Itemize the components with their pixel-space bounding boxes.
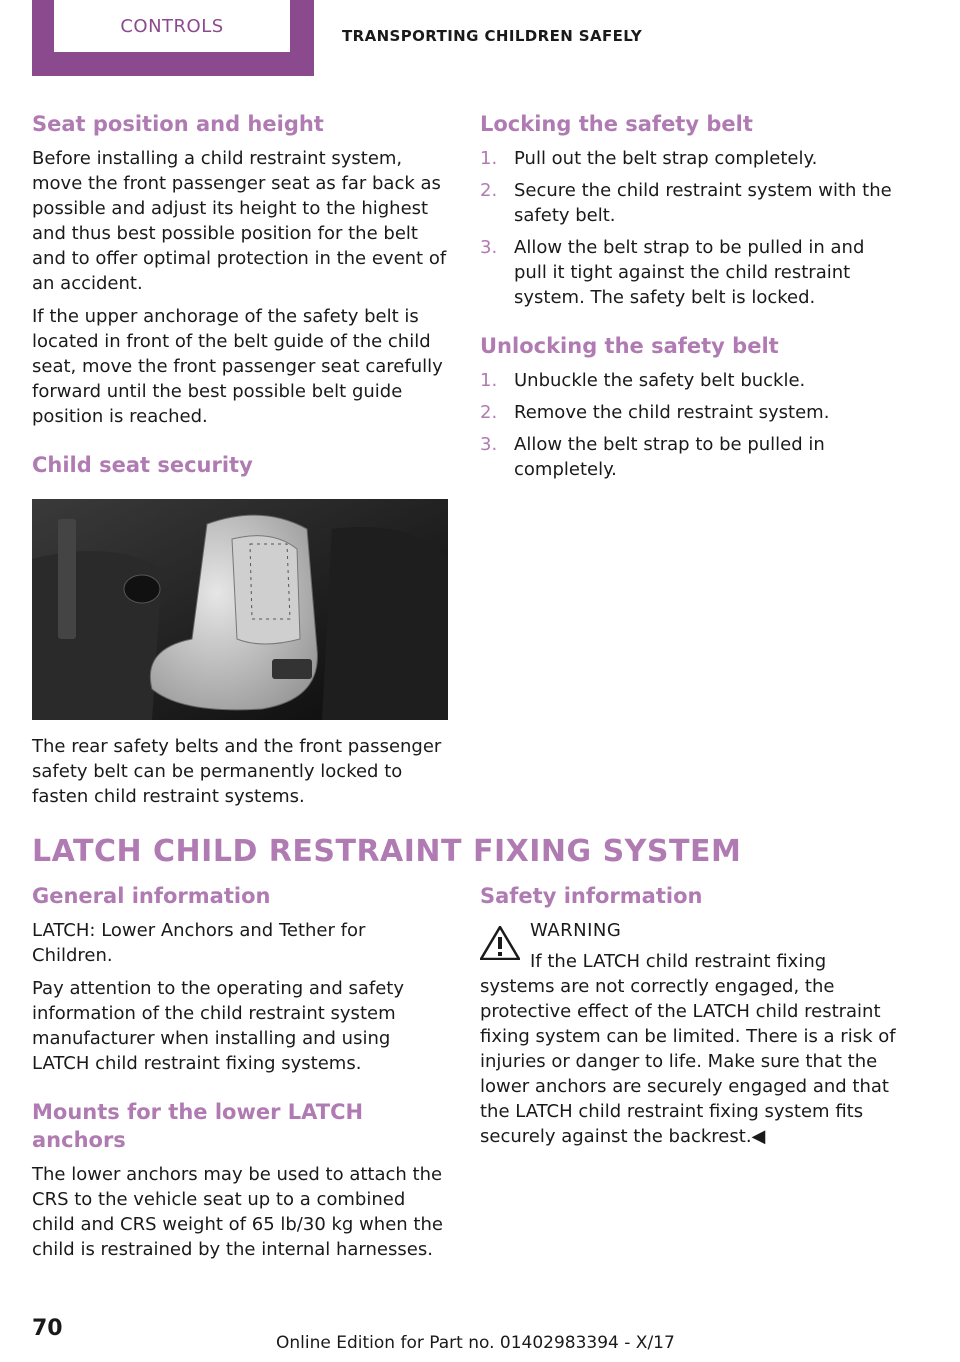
header-section-title: TRANSPORTING CHILDREN SAFELY	[342, 27, 643, 45]
child-seat-image	[32, 499, 448, 720]
header-tab	[32, 0, 314, 76]
seat-position-paragraph-1: Before installing a child restraint system, move the front passenger seat as far back as possible and adjust its height to the highest and thus best possible position for the belt and to offer optimal protection in the event of an accident.	[32, 148, 447, 294]
general-info-heading: General information	[32, 884, 271, 908]
left-column-bottom	[32, 882, 448, 1270]
warning-label: WARNING	[530, 920, 622, 941]
seat-position-paragraph-2: If the upper anchorage of the safety belt is located in front of the belt guide of the child seat, move the front passenger seat carefully forward until the best possible belt guide position is reached.	[32, 306, 443, 427]
warning-triangle-icon	[480, 926, 520, 960]
footer-edition: Online Edition for Part no. 01402983394 - X/17	[276, 1333, 675, 1353]
warning-text: If the LATCH child restraint fixing systems are not correctly engaged, the protective effect of the LATCH child restraint fixing system can be limited. There is a risk of injuries or danger to life. Make sure that the lower anchors are securely engaged and that the LATCH child restraint fixing system fits securely against the backrest.◀	[480, 951, 896, 1147]
locking-heading: Locking the safety belt	[480, 112, 753, 136]
unlocking-steps	[480, 368, 896, 482]
right-column-top	[480, 110, 896, 489]
mounts-paragraph: The lower anchors may be used to attach the CRS to the vehicle seat up to a combined child and CRS weight of 65 lb/30 kg when the child is restrained by the internal harnesses.	[32, 1164, 443, 1260]
list-item: 1. Pull out the belt strap completely.	[480, 148, 818, 169]
latch-section-title: LATCH CHILD RESTRAINT FIXING SYSTEM	[32, 834, 742, 869]
warning-block	[480, 918, 896, 1149]
left-column-top	[32, 110, 448, 817]
right-column-bottom	[480, 882, 896, 1157]
general-info-paragraph-2: Pay attention to the operating and safety information of the child restraint system manufacturer when installing and using LATCH child restraint fixing systems.	[32, 978, 405, 1074]
header-tab-label: CONTROLS	[54, 0, 290, 52]
list-item: 3. Allow the belt strap to be pulled in and pull it tight against the child restraint system. The safety belt is locked.	[480, 237, 865, 308]
list-item: 3. Allow the belt strap to be pulled in completely.	[480, 434, 825, 480]
mounts-heading: Mounts for the lower LATCH anchors	[32, 1100, 364, 1152]
child-seat-caption: The rear safety belts and the front passenger safety belt can be permanently locked to fasten child restraint systems.	[32, 736, 442, 807]
list-item: 2. Secure the child restraint system with the safety belt.	[480, 180, 892, 226]
page-number: 70	[32, 1316, 63, 1341]
seat-position-heading: Seat position and height	[32, 112, 324, 136]
list-item: 2. Remove the child restraint system.	[480, 402, 830, 423]
safety-info-heading: Safety information	[480, 884, 703, 908]
child-seat-illustration	[32, 499, 448, 720]
list-item: 1. Unbuckle the safety belt buckle.	[480, 370, 806, 391]
locking-steps	[480, 146, 896, 310]
child-seat-heading: Child seat security	[32, 453, 253, 477]
unlocking-heading: Unlocking the safety belt	[480, 334, 779, 358]
general-info-paragraph-1: LATCH: Lower Anchors and Tether for Children.	[32, 920, 366, 966]
